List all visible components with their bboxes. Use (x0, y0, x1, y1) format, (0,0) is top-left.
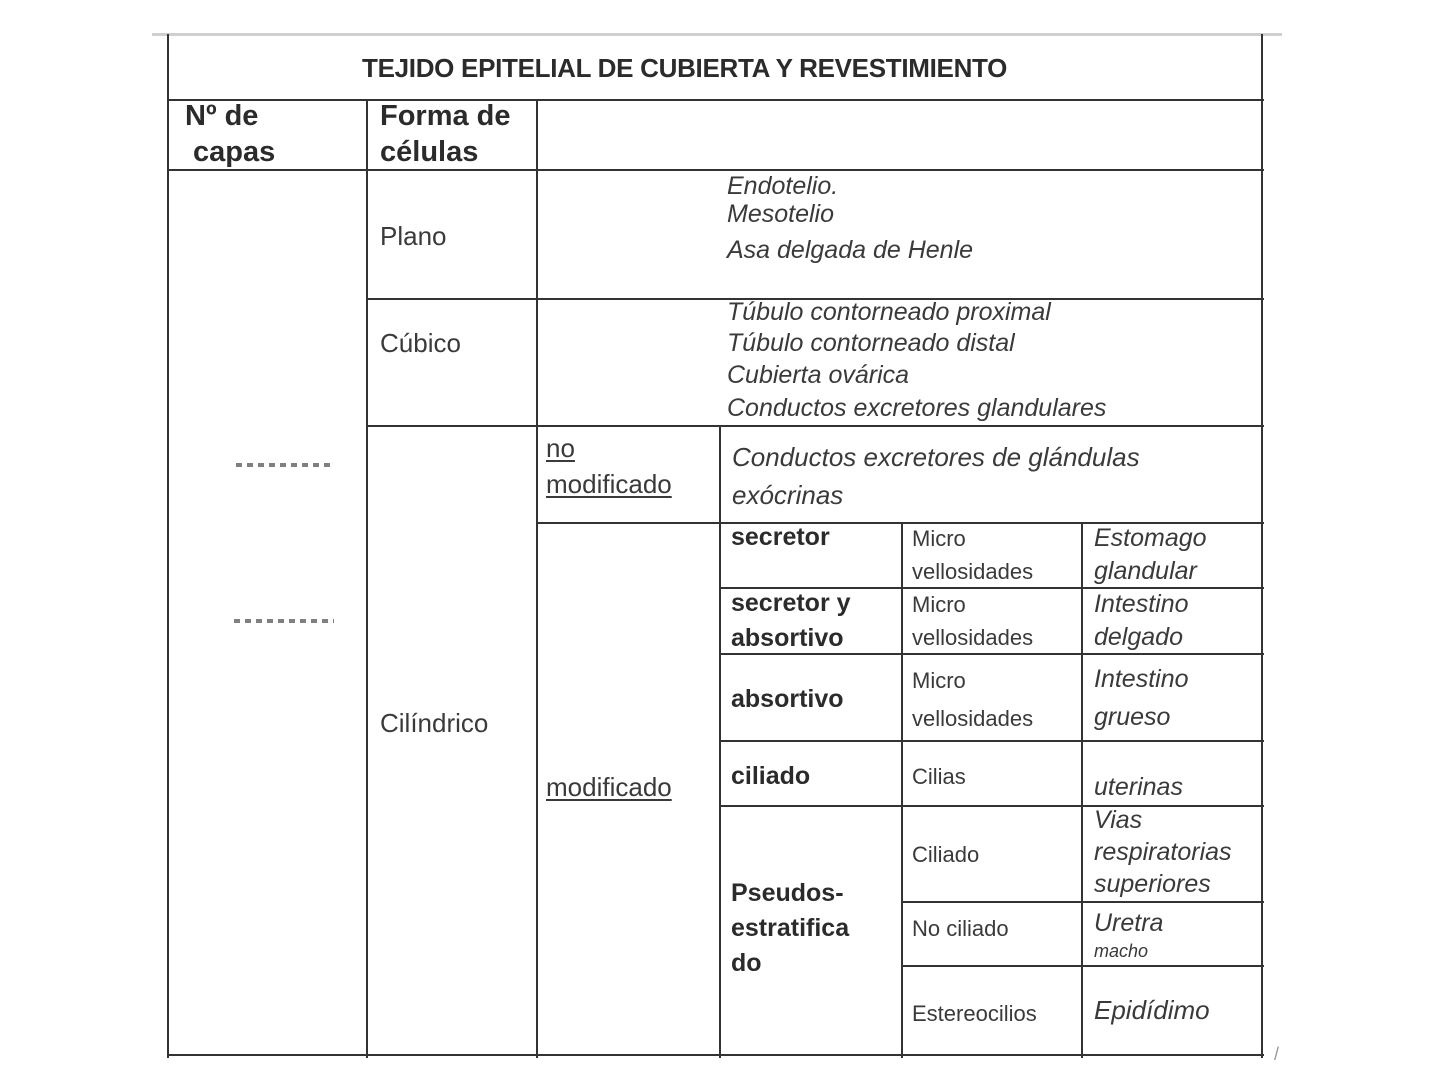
table-title: TEJIDO EPITELIAL DE CUBIERTA Y REVESTIMIENTO (362, 53, 1008, 83)
feature-line: vellosidades (912, 625, 1034, 650)
shape-cilindrico: Cilíndrico (380, 708, 489, 738)
header-layers-line2: capas (193, 136, 276, 168)
page-mark: / (1274, 1044, 1280, 1064)
feature-no-ciliado: No ciliado (912, 916, 1009, 941)
column-divider (901, 522, 903, 1058)
location-cell (1094, 660, 1189, 736)
example-line2: exócrinas (732, 480, 844, 510)
table-right-border (1261, 34, 1263, 1058)
header-layers-line1: Nº de (185, 100, 259, 132)
feature-line: vellosidades (912, 559, 1034, 584)
plano-example: Asa delgada de Henle (727, 236, 974, 264)
table-left-border (167, 34, 169, 1058)
divider (902, 901, 1264, 903)
no-modificado-line1: no (546, 433, 575, 463)
shape-plano: Plano (380, 221, 447, 251)
type-line: Pseudos- (731, 879, 844, 907)
location-uretra: Uretra (1094, 909, 1164, 937)
divider (720, 740, 1264, 742)
modificado-label: modificado (546, 772, 672, 802)
location-line: grueso (1094, 703, 1171, 731)
example-line1: Conductos excretores de glándulas (732, 442, 1140, 472)
location-line: Intestino (1094, 665, 1189, 693)
feature-estereocilios: Estereocilios (912, 1001, 1037, 1026)
feature-ciliado: Ciliado (912, 842, 980, 867)
no-modificado-line2: modificado (546, 469, 672, 499)
type-secretor-absortivo (731, 586, 851, 656)
feature-cell (912, 522, 1033, 588)
location-cell (1094, 588, 1189, 654)
location-epididimo: Epidídimo (1094, 995, 1210, 1025)
type-absortivo: absortivo (731, 685, 844, 713)
feature-line: Micro (912, 592, 966, 617)
divider (168, 169, 1264, 171)
type-line: absortivo (731, 624, 844, 652)
type-line: do (731, 949, 762, 977)
header-layers (185, 98, 275, 170)
shape-cubico: Cúbico (380, 328, 461, 358)
type-line: secretor y (731, 589, 851, 617)
feature-cilias: Cilias (912, 764, 966, 789)
type-pseudoestratificado (731, 876, 849, 981)
location-uterinas: uterinas (1094, 773, 1183, 801)
cubico-example: Conductos excretores glandulares (727, 394, 1107, 422)
location-line: glandular (1094, 557, 1197, 585)
header-shape-line1: Forma de (380, 100, 511, 132)
divider (902, 965, 1264, 967)
type-ciliado: ciliado (731, 762, 811, 790)
plano-example: Mesotelio (727, 200, 834, 228)
location-line: Vias (1094, 806, 1143, 834)
feature-line: vellosidades (912, 706, 1034, 731)
column-divider (719, 425, 721, 1058)
feature-line: Micro (912, 526, 966, 551)
table-bottom-border (168, 1054, 1264, 1056)
illegible-layer-label (236, 463, 334, 467)
location-line: Intestino (1094, 590, 1189, 618)
divider (168, 99, 1264, 101)
location-cell (1094, 804, 1232, 900)
plano-example: Endotelio. (727, 172, 839, 200)
cubico-example: Túbulo contorneado proximal (727, 298, 1051, 326)
location-line: respiratorias (1094, 838, 1232, 866)
feature-line: Micro (912, 668, 966, 693)
location-line: superiores (1094, 870, 1211, 898)
feature-cell (912, 588, 1033, 654)
cubico-example: Cubierta ovárica (727, 361, 910, 389)
divider (367, 425, 1264, 427)
type-line: estratifica (731, 914, 850, 942)
no-modificado-example (732, 438, 1140, 514)
column-divider (1081, 522, 1083, 1058)
column-divider (366, 99, 368, 1058)
no-modificado-label (546, 430, 672, 502)
location-line: delgado (1094, 623, 1183, 651)
illegible-layer-label (234, 619, 334, 623)
page-top-edge (152, 33, 1282, 36)
location-line: Estomago (1094, 524, 1207, 552)
header-shape-line2: células (380, 136, 479, 168)
location-uretra-sub: macho (1094, 941, 1149, 961)
header-cell-shape (380, 98, 511, 170)
column-divider (536, 99, 538, 1058)
type-secretor: secretor (731, 523, 830, 551)
feature-cell (912, 662, 1033, 738)
cubico-example: Túbulo contorneado distal (727, 329, 1015, 357)
location-cell (1094, 522, 1207, 588)
